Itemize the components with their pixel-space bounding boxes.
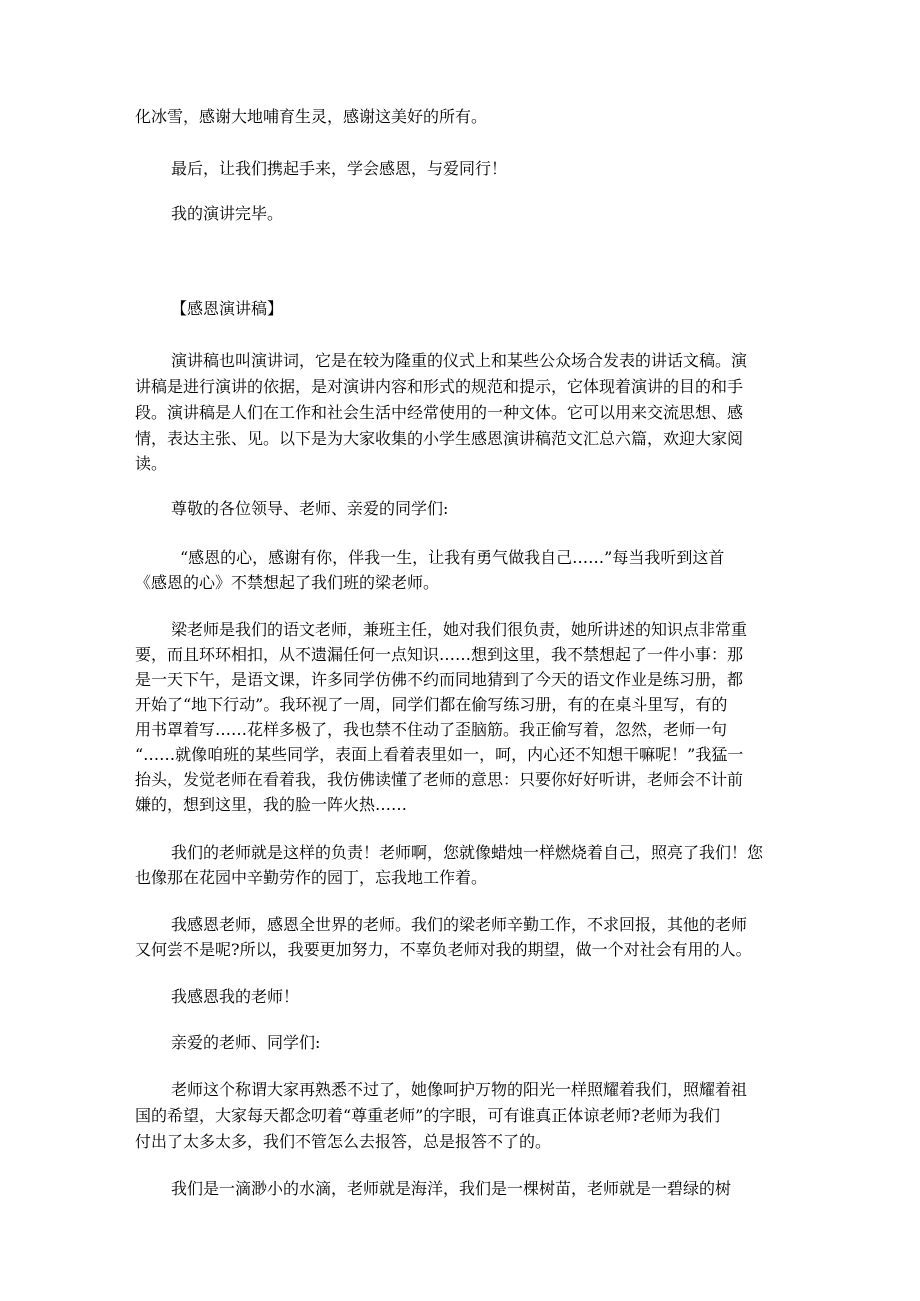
text-line: 又何尝不是呢?所以，我要更加努力，不辜负老师对我的期望，做一个对社会有用的人。 <box>135 940 752 959</box>
text-line: 段。演讲稿是人们在工作和社会生活中经常使用的一种文体。它可以用来交流思想、感 <box>135 403 744 422</box>
text-line: 要，而且环环相扣，从不遗漏任何一点知识……想到这里，我不禁想起了一件小事：那 <box>135 645 744 664</box>
text-line: 化冰雪，感谢大地哺育生灵，感谢这美好的所有。 <box>135 107 488 126</box>
text-line: 最后，让我们携起手来，学会感恩，与爱同行！ <box>171 159 508 178</box>
salutation: 亲爱的老师、同学们: <box>171 1033 321 1052</box>
text-line: 我的演讲完毕。 <box>171 204 284 223</box>
text-line: “……就像咱班的某些同学，表面上看着表里如一，呵，内心还不知想干嘛呢！”我猛一 <box>135 745 744 764</box>
text-line: 情，表达主张、见。以下是为大家收集的小学生感恩演讲稿范文汇总六篇，欢迎大家阅 <box>135 429 744 448</box>
text-line: 开始了“地下行动”。我环视了一周，同学们都在偷写练习册，有的在桌斗里写，有的 <box>135 695 728 714</box>
text-line: 也像那在花园中辛勤劳作的园丁，忘我地工作着。 <box>135 868 488 887</box>
salutation: 尊敬的各位领导、老师、亲爱的同学们: <box>171 499 449 518</box>
text-line: 是一天下午，是语文课，许多同学仿佛不约而同地猜到了今天的语文作业是练习册，都 <box>135 670 744 689</box>
text-line: 嫌的，想到这里，我的脸一阵火热…… <box>135 795 408 814</box>
text-line: 老师这个称谓大家再熟悉不过了，她像呵护万物的阳光一样照耀着我们，照耀着祖 <box>171 1080 748 1099</box>
text-line: 国的希望，大家每天都念叨着“尊重老师”的字眼，可有谁真正体谅老师?老师为我们 <box>135 1106 720 1125</box>
text-line: 我们是一滴渺小的水滴，老师就是海洋，我们是一棵树苗，老师就是一碧绿的树 <box>171 1179 732 1198</box>
text-line: 读。 <box>135 454 168 473</box>
text-line: “感恩的心，感谢有你，伴我一生，让我有勇气做我自己……”每当我听到这首 <box>180 548 725 567</box>
text-line: 用书罩着写……花样多极了，我也禁不住动了歪脑筋。我正偷写着，忽然，老师一句 <box>135 720 728 739</box>
text-line: 抬头，发觉老师在看着我，我仿佛读懂了老师的意思：只要你好好听讲，老师会不计前 <box>135 770 744 789</box>
text-line: 讲稿是进行演讲的依据，是对演讲内容和形式的规范和提示，它体现着演讲的目的和手 <box>135 377 744 396</box>
text-line: 《感恩的心》不禁想起了我们班的梁老师。 <box>135 573 440 592</box>
text-line: 我感恩老师，感恩全世界的老师。我们的梁老师辛勤工作，不求回报，其他的老师 <box>171 915 748 934</box>
text-line: 我们的老师就是这样的负责！老师啊，您就像蜡烛一样燃烧着自己，照亮了我们！您 <box>171 843 764 862</box>
text-line: 演讲稿也叫演讲词，它是在较为隆重的仪式上和某些公众场合发表的讲话文稿。演 <box>171 351 748 370</box>
text-line: 我感恩我的老师！ <box>171 987 300 1006</box>
text-line: 梁老师是我们的语文老师，兼班主任，她对我们很负责，她所讲述的知识点非常重 <box>171 620 748 639</box>
text-line: 付出了太多太多，我们不管怎么去报答，总是报答不了的。 <box>135 1132 552 1151</box>
section-heading: 【感恩演讲稿】 <box>171 299 284 318</box>
